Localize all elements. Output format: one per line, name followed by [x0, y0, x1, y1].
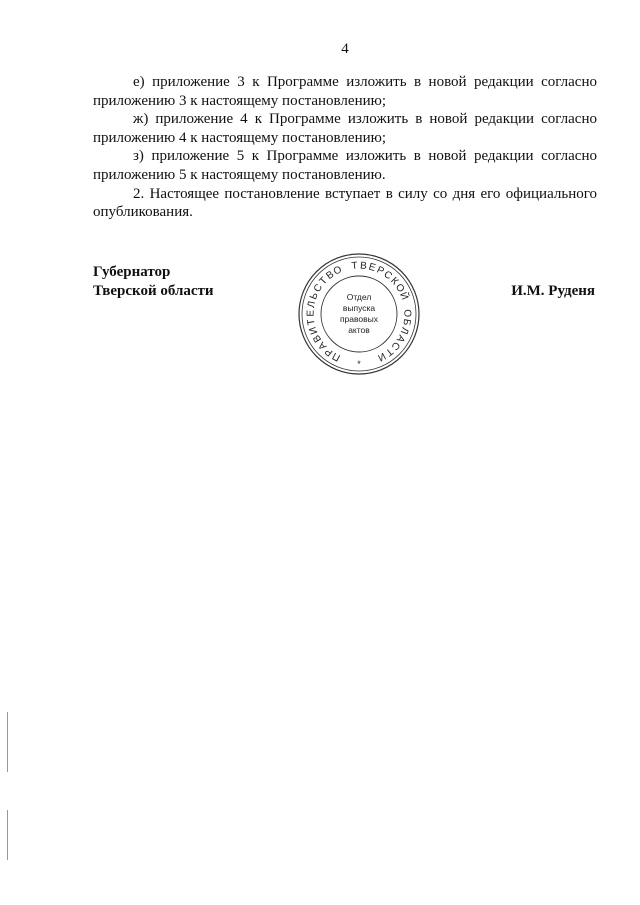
- stamp-line-3: правовых: [339, 314, 379, 324]
- stamp-ring-letter: А: [393, 332, 407, 345]
- stamp-ring-letter: Л: [305, 300, 318, 309]
- signatory-position-line2: Тверской области: [93, 283, 214, 299]
- stamp-ring-letter: А: [316, 339, 330, 352]
- stamp-ring-letter: В: [311, 332, 325, 345]
- paragraph-e: е) приложение 3 к Программе изложить в новой редакции согласно приложению 3 к настоящему постановлению;: [93, 74, 597, 109]
- stamp-ring-letter: В: [324, 269, 337, 282]
- stamp-ring-letter: С: [311, 282, 326, 295]
- stamp-ring-letter: И: [307, 325, 321, 336]
- page-number: 4: [341, 41, 349, 57]
- official-stamp: [297, 252, 421, 376]
- signatory-name: И.М. Руденя: [511, 283, 595, 299]
- document-body: [93, 73, 597, 222]
- stamp-ring-letter: Р: [374, 264, 386, 278]
- stamp-line-2: выпуска: [342, 303, 376, 313]
- stamp-star: *: [357, 359, 361, 369]
- stamp-ring-letter: Б: [400, 317, 413, 327]
- stamp-ring-letter: О: [331, 264, 344, 278]
- stamp-ring-letter: Р: [323, 345, 336, 358]
- signatory-position: [93, 263, 214, 301]
- stamp-ring-letter: С: [388, 339, 402, 352]
- scan-edge-mark: [7, 810, 8, 860]
- stamp-ring-letter: С: [381, 268, 394, 283]
- stamp-ring-letter: К: [388, 275, 401, 288]
- scan-edge-mark: [7, 712, 8, 772]
- paragraph-2: 2. Настоящее постановление вступает в силу со дня его официального опубликования.: [93, 185, 597, 221]
- paragraph-z: з) приложение 5 к Программе изложить в новой редакции согласно приложению 5 к настоящему постановлению.: [93, 148, 597, 183]
- stamp-ring-letter: Е: [305, 309, 317, 317]
- stamp-ring-letter: О: [401, 309, 413, 318]
- stamp-ring-letter: Т: [317, 275, 330, 288]
- stamp-ring-letter: Е: [367, 261, 377, 274]
- stamp-ring-letter: П: [330, 349, 343, 363]
- stamp-ring-letter: Т: [351, 260, 359, 272]
- stamp-ring-letter: О: [392, 282, 407, 295]
- stamp-line-1: Отдел: [346, 292, 372, 302]
- stamp-ring-letter: Л: [397, 325, 411, 336]
- stamp-line-4: актов: [348, 325, 370, 335]
- stamp-ring-letter: Ь: [308, 291, 321, 302]
- signatory-position-line1: Губернатор: [93, 264, 171, 280]
- stamp-ring-letter: Т: [305, 318, 318, 326]
- paragraph-zh: ж) приложение 4 к Программе изложить в новой редакции согласно приложению 4 к настоящему постановлению;: [93, 111, 597, 146]
- stamp-ring-letter: Й: [397, 290, 410, 302]
- stamp-ring-letter: В: [359, 260, 368, 272]
- stamp-ring-letter: Т: [383, 345, 395, 358]
- stamp-ring-letter: И: [375, 349, 388, 363]
